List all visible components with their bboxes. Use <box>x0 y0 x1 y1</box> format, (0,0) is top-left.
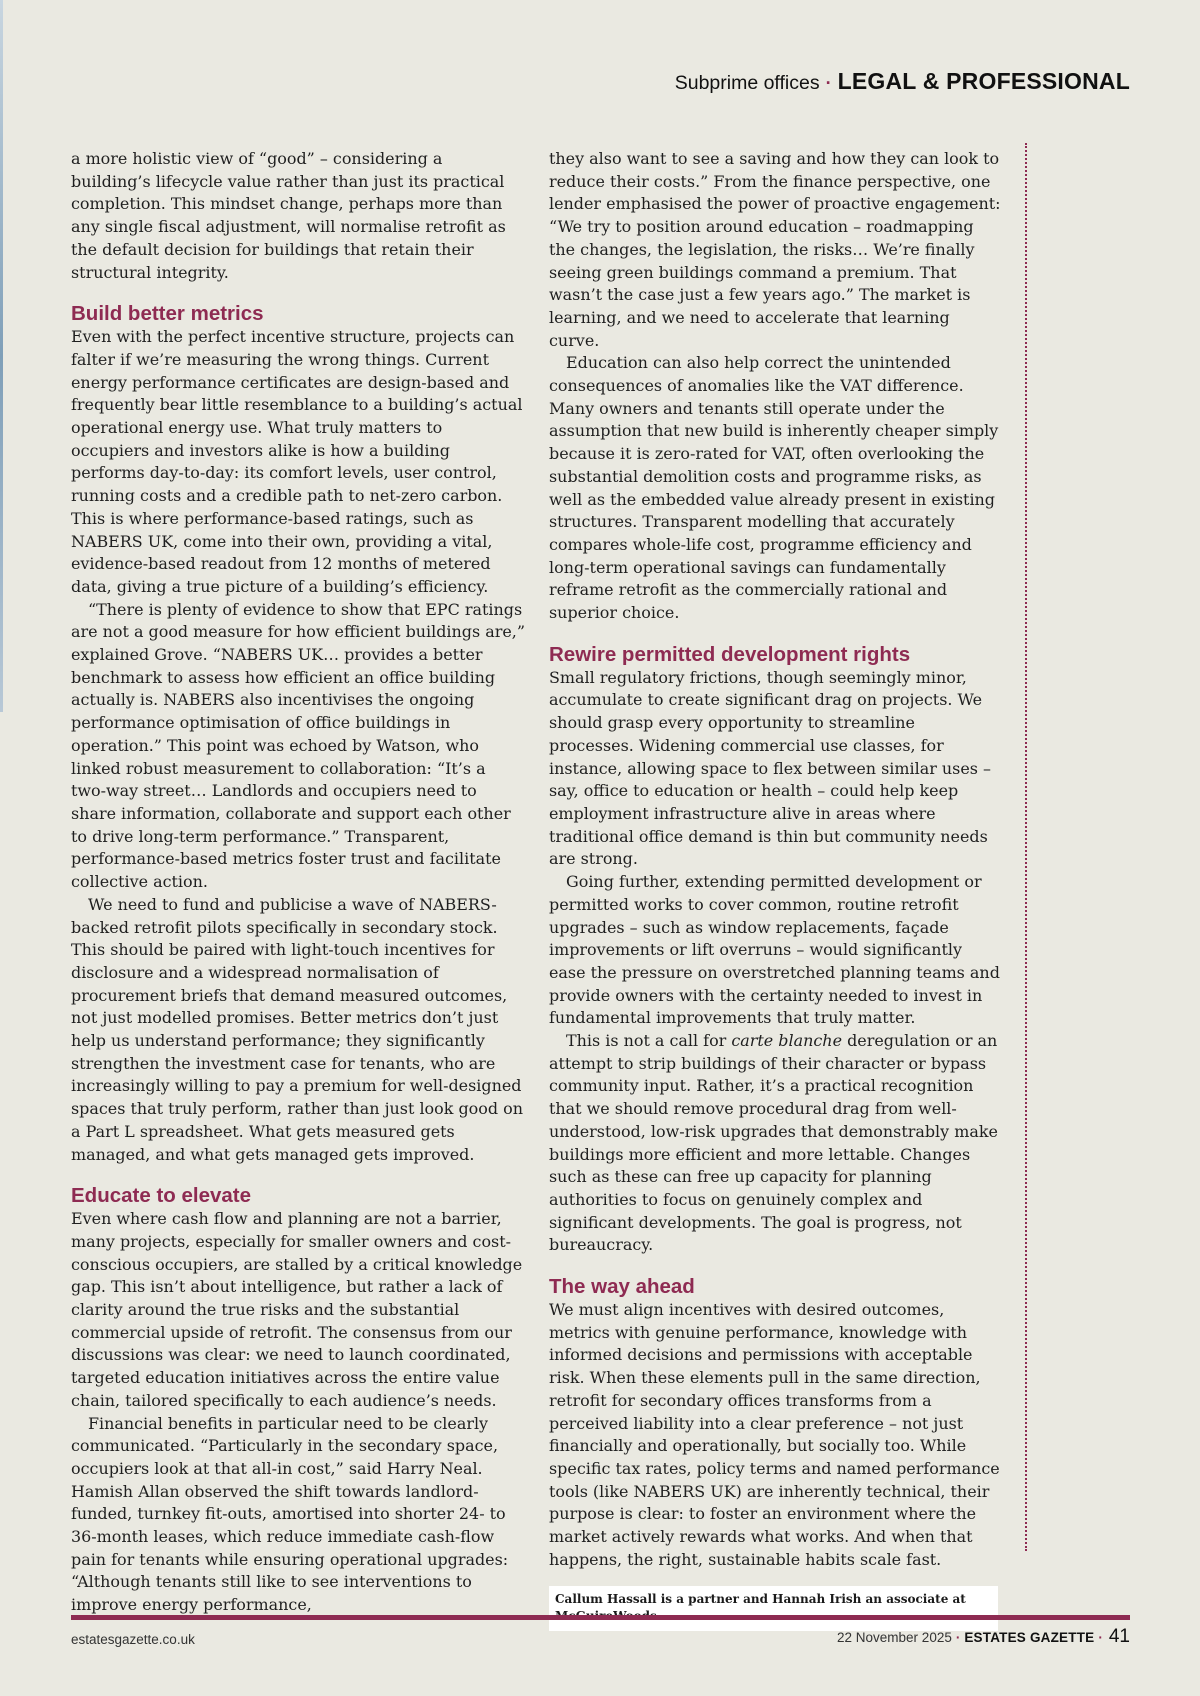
italic-phrase: carte blanche <box>731 1031 842 1051</box>
subheading-build-better-metrics: Build better metrics <box>71 302 264 326</box>
separator-dot: · <box>955 1630 961 1645</box>
paragraph: Even where cash flow and planning are not a barrier, many projects, especially for smaller owners and cost-conscious occupiers, are stalled by a critical knowledge gap. This isn’t about intelligence, but rather a lack of clarity around the true risks and the substantial commercial upside of retrofit. The consensus from our discussions was clear: we need to launch coordinated, targeted education initiatives across the entire value chain, tailored specifically to each audience’s needs. <box>71 1209 523 1410</box>
paragraph-text: This is not a call for <box>566 1031 732 1051</box>
paragraph: Education can also help correct the unintended consequences of anomalies like the VAT difference. Many owners and tenants still operate under the assumption that new build is inherently cheaper simply because it is zero-rated for VAT, often overlooking the substantial demolition costs and programme risks, as well as the embedded value already present in existing structures. Transparent modelling that accurately compares whole-life cost, programme efficiency and long-term operational savings can fundamentally reframe retrofit as the commercially rational and superior choice. <box>549 353 999 623</box>
paragraph: Financial benefits in particular need to be clearly communicated. “Particularly in the secondary space, occupiers look at that all-in cost,” said Harry Neal. Hamish Allan observed the shift towards landlord-funded, turnkey fit-outs, amortised into shorter 24- to 36-month leases, which reduce immediate cash-flow pain for tenants while ensuring operational upgrades: “Although tenants still like to see interventions to improve energy performance, <box>71 1413 509 1615</box>
footer-website: estatesgazette.co.uk <box>71 1632 195 1647</box>
footer-rule <box>71 1615 1130 1620</box>
paragraph: Going further, extending permitted development or permitted works to cover common, routine retrofit upgrades – such as window replacements, façade improvements or lift overruns – would significantly ease the pressure on overstretched planning teams and provide owners with the certainty needed to invest in fundamental improvements that truly matter. <box>549 872 1000 1028</box>
paragraph: Small regulatory frictions, though seemingly minor, accumulate to create significant drag on projects. We should grasp every opportunity to streamline processes. Widening commercial use classes, for instance, allowing space to flex between similar uses – say, office to education or health – could help keep employment infrastructure alive in areas where traditional office demand is thin but community needs are strong. <box>549 667 991 869</box>
paragraph: We need to fund and publicise a wave of NABERS-backed retrofit pilots specifically in secondary stock. This should be paired with light-touch incentives for disclosure and a widespread normalisation of procurement briefs that demand measured outcomes, not just modelled promises. Better metrics don’t just help us understand performance; they significantly strengthen the investment case for tenants, who are increasingly willing to pay a premium for well-designed spaces that truly perform, rather than just look good on a Part L spreadsheet. What gets measured gets managed, and what gets managed gets improved. <box>71 894 523 1164</box>
column-divider <box>1025 143 1027 1551</box>
article-left-column <box>71 148 525 1617</box>
separator-dot: · <box>1098 1630 1103 1645</box>
category-label: LEGAL & PROFESSIONAL <box>837 68 1130 94</box>
subheading-the-way-ahead: The way ahead <box>549 1275 695 1299</box>
separator-dot: · <box>825 73 832 93</box>
paragraph: Even with the perfect incentive structure, projects can falter if we’re measuring the wrong things. Current energy performance certificates are design-based and frequently bear little resemblance to a building’s actual operational energy use. What truly matters to occupiers and investors alike is how a building performs day-to-day: its comfort levels, user control, running costs and a credible path to net-zero carbon. This is where performance-based ratings, such as NABERS UK, come into their own, providing a vital, evidence-based readout from 12 months of metered data, giving a true picture of a building’s efficiency. <box>71 327 523 596</box>
running-head <box>675 68 1130 95</box>
paragraph: We must align incentives with desired outcomes, metrics with genuine performance, knowledge with informed decisions and permissions with acceptable risk. When these elements pull in the same direction, retrofit for secondary offices transforms from a perceived liability into a clear preference – not just financially and operationally, but socially too. While specific tax rates, policy terms and named performance tools (like NABERS UK) are inherently technical, their purpose is clear: to foster an environment where the market actively rewards what works. And when that happens, the right, sustainable habits scale fast. <box>549 1300 1000 1569</box>
issue-date: 22 November 2025 <box>837 1630 952 1645</box>
paragraph <box>549 1030 1003 1257</box>
publication-name: ESTATES GAZETTE <box>964 1630 1095 1645</box>
paragraph: “There is plenty of evidence to show that EPC ratings are not a good measure for how efficient buildings are,” explained Grove. “NABERS UK… provides a better benchmark to assess how efficient an office building actually is. NABERS also incentivises the ongoing performance optimisation of office buildings in operation.” This point was echoed by Watson, who linked robust measurement to collaboration: “It’s a two-way street… Landlords and occupiers need to share information, collaborate and support each other to drive long-term performance.” Transparent, performance-based metrics foster trust and facilitate collective action. <box>71 599 526 892</box>
author-bio-box: Callum Hassall is a partner and Hannah Irish an associate at <box>549 1586 998 1631</box>
subheading-educate-to-elevate: Educate to elevate <box>71 1184 252 1208</box>
paragraph: they also want to see a saving and how they can look to reduce their costs.” From the finance perspective, one lender emphasised the power of proactive engagement: “We try to position around education – roadmapping the changes, the legislation, the risks… We’re finally seeing green buildings command a premium. That wasn’t the case just a few years ago.” The market is learning, and we need to accelerate that learning curve. <box>549 149 1001 350</box>
left-edge-image-strip <box>0 0 3 712</box>
page-number: 41 <box>1108 1626 1130 1647</box>
subheading-rewire-permitted-development: Rewire permitted development rights <box>549 642 911 666</box>
footer-folio <box>837 1626 1130 1648</box>
article-right-column <box>549 148 1003 1631</box>
section-label: Subprime offices <box>674 72 820 94</box>
paragraph-text: deregulation or an attempt to strip buildings of their character or bypass community input. Rather, it’s a practical recognition that we should remove procedural drag from well-understood, low-risk upgrades that demonstrably make buildings more efficient and more lettable. Changes such as these can free up capacity for planning authorities to focus on genuinely complex and significant developments. The goal is progress, not bureaucracy. <box>549 1031 998 1255</box>
paragraph: a more holistic view of “good” – considering a building’s lifecycle value rather than just its practical completion. This mindset change, perhaps more than any single fiscal adjustment, will normalise retrofit as the default decision for buildings that retain their structural integrity. <box>71 149 506 282</box>
